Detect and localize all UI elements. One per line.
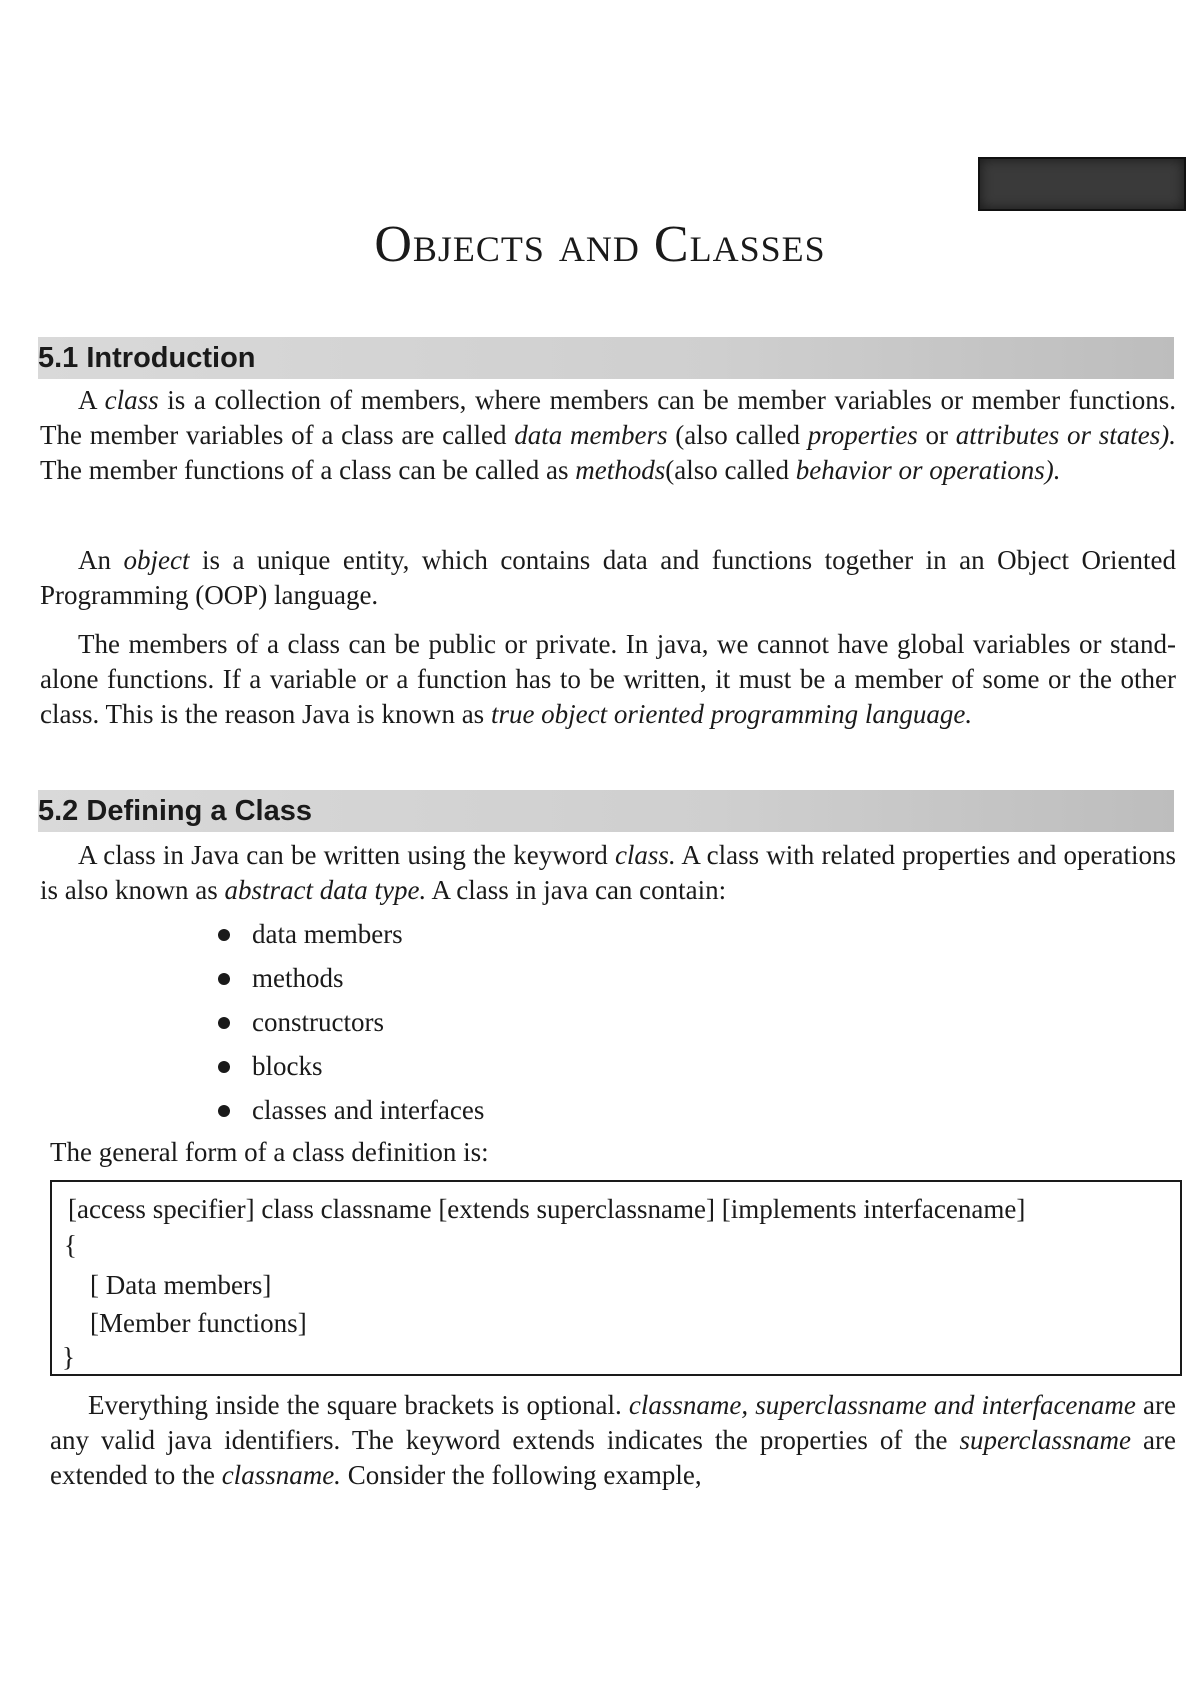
closing-paragraph: Everything inside the square brackets is optional. classname, superclassname and interfacename are any valid java identifiers. The keyword extends indicates the properties of the superclassname are extended to the classname. Consider the following example, xyxy=(50,1390,1176,1490)
defining-class-paragraph: A class in Java can be written using the keyword class. A class with related properties and operations is also known as abstract data type. A class in java can contain: xyxy=(40,840,1176,905)
section-heading-defining-class xyxy=(38,790,1174,832)
class-definition-syntax-box xyxy=(50,1180,1182,1376)
list-item: data members xyxy=(210,912,484,956)
code-line: [ Data members] xyxy=(90,1270,272,1300)
list-item: classes and interfaces xyxy=(210,1088,484,1132)
section-heading-text: 5.2 Defining a Class xyxy=(38,795,312,827)
code-line: } xyxy=(62,1342,75,1372)
chapter-number-tab xyxy=(978,157,1186,211)
section-heading-introduction xyxy=(38,337,1174,379)
chapter-title: Objects and Classes xyxy=(374,216,826,273)
intro-paragraph-2: An object is a unique entity, which contains data and functions together in an Object Oriented Programming (OOP) language. xyxy=(40,545,1176,610)
code-line: [access specifier] class classname [extends superclassname] [implements interfacename] xyxy=(68,1194,1026,1224)
list-item: methods xyxy=(210,956,484,1000)
code-line: { xyxy=(64,1230,77,1260)
code-line: [Member functions] xyxy=(90,1308,307,1338)
intro-paragraph-1: A class is a collection of members, where members can be member variables or member functions. The member variables of a class are called data members (also called properties or attributes or states). The member functions of a class can be called as methods(also called behavior or operations). xyxy=(40,385,1176,485)
list-item: blocks xyxy=(210,1044,484,1088)
section-heading-text: 5.1 Introduction xyxy=(38,342,256,374)
intro-paragraph-3: The members of a class can be public or private. In java, we cannot have global variables or stand-alone functions. If a variable or a function has to be written, it must be a member of some or the other class. This is the reason Java is known as true object oriented programming language. xyxy=(40,629,1176,729)
class-contents-list xyxy=(210,912,484,1132)
general-form-intro: The general form of a class definition is: xyxy=(50,1137,489,1167)
list-item: constructors xyxy=(210,1000,484,1044)
